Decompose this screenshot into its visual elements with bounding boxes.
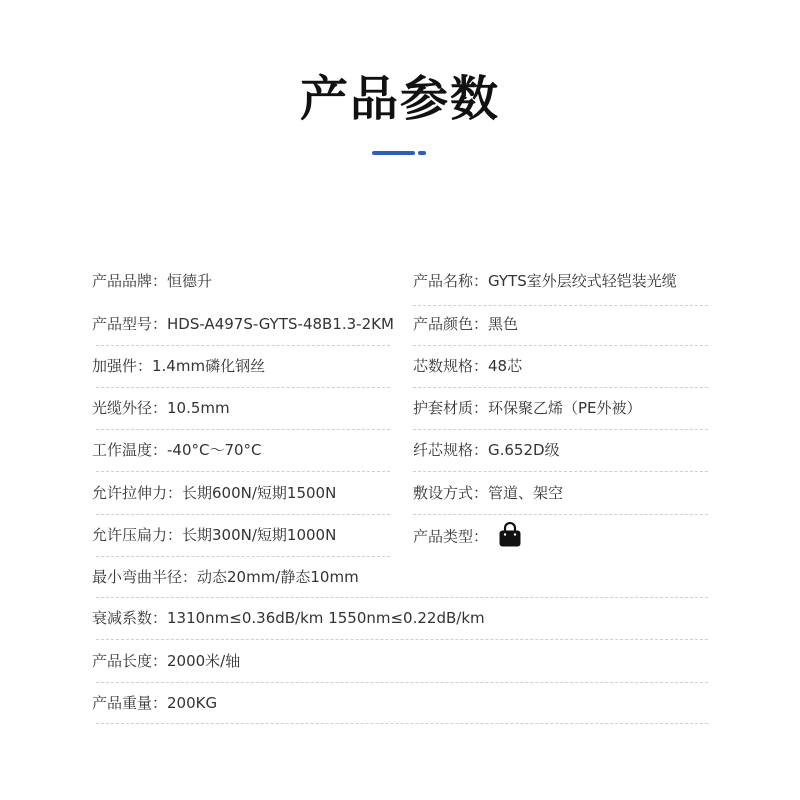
spec-attenuation: 衰减系数：1310nm≤0.36dB/km 1550nm≤0.22dB/km [92, 609, 485, 627]
spec-fiber-spec: 纤芯规格：G.652D级 [413, 441, 560, 459]
divider [96, 556, 390, 557]
divider [96, 429, 390, 430]
divider [413, 345, 708, 346]
divider [413, 305, 708, 306]
spec-core-count: 芯数规格：48芯 [413, 357, 523, 375]
divider [96, 682, 708, 683]
spec-product-name: 产品名称：GYTS室外层绞式轻铠装光缆 [413, 272, 677, 290]
divider [96, 471, 390, 472]
spec-color: 产品颜色：黑色 [413, 315, 519, 333]
spec-laying-method: 敷设方式：管道、架空 [413, 484, 564, 502]
spec-brand: 产品品牌：恒德升 [92, 272, 213, 290]
spec-bend-radius: 最小弯曲半径：动态20mm/静态10mm [92, 568, 359, 586]
spec-outer-diameter: 光缆外径：10.5mm [92, 399, 230, 417]
spec-product-type [413, 524, 522, 550]
divider [413, 514, 708, 515]
spec-model: 产品型号：HDS-A497S-GYTS-48B1.3-2KM [92, 315, 394, 333]
divider [413, 471, 708, 472]
spec-sheath-material: 护套材质：环保聚乙烯（PE外被） [413, 399, 642, 417]
spec-crush-force: 允许压扁力：长期300N/短期1000N [92, 526, 337, 544]
divider [96, 723, 708, 724]
spec-strength-member: 加强件：1.4mm磷化钢丝 [92, 357, 266, 375]
shopping-bag-icon [498, 522, 522, 548]
divider [96, 639, 708, 640]
divider [413, 387, 708, 388]
divider [96, 514, 390, 515]
spec-product-type-label: 产品类型： [413, 527, 489, 546]
divider [96, 597, 708, 598]
divider [96, 387, 390, 388]
spec-working-temp: 工作温度：-40°C～70°C [92, 441, 262, 459]
page-title: 产品参数 [299, 71, 500, 127]
spec-weight: 产品重量：200KG [92, 694, 218, 712]
spec-tensile-force: 允许拉伸力：长期600N/短期1500N [92, 484, 337, 502]
divider [96, 345, 390, 346]
divider [413, 429, 708, 430]
spec-length: 产品长度：2000米/轴 [92, 652, 241, 670]
